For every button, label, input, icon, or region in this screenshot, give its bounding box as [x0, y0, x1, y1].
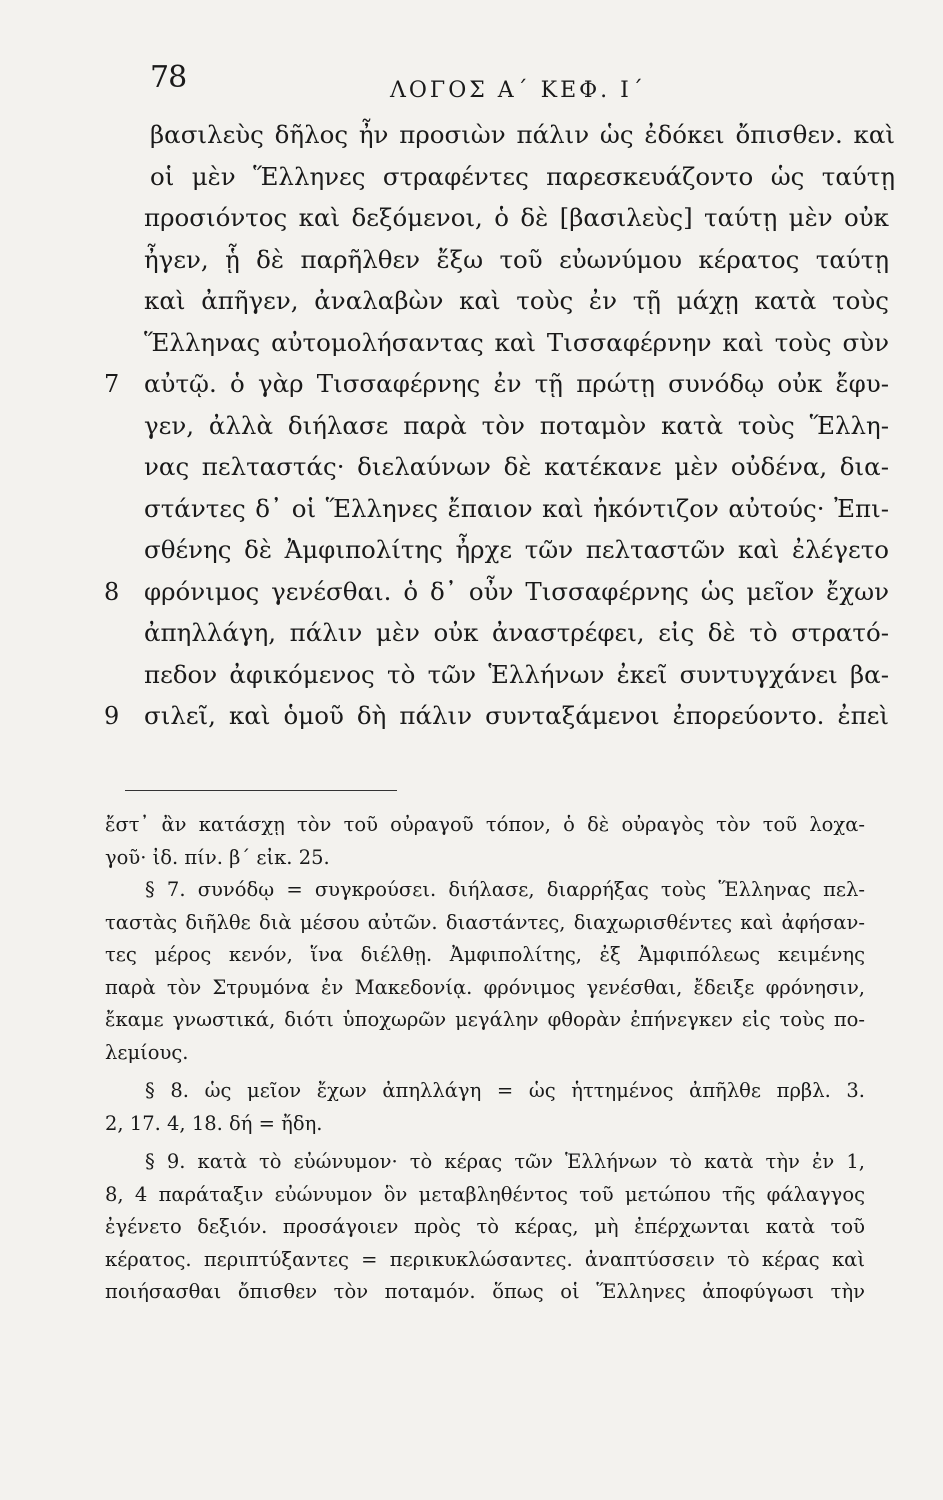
text-line: γεν, ἀλλὰ διήλασε παρὰ τὸν ποταμὸν κατὰ τοὺς Ἕλλη- — [144, 410, 889, 440]
note-line: ἐγένετο δεξιόν. προσάγοιεν πρὸς τὸ κέρας, μὴ ἐπέρχωνται κατὰ τοῦ — [105, 1215, 865, 1238]
text-line: αὐτῷ. ὁ γὰρ Τισσαφέρνης ἐν τῇ πρώτῃ συνόδῳ οὐκ ἔφυ- — [144, 369, 889, 398]
text-line: πεδον ἀφικόμενος τὸ τῶν Ἑλλήνων ἐκεῖ συντυγχάνει βα- — [144, 659, 889, 689]
text-line: βασιλεὺς δῆλος ἦν προσιὼν πάλιν ὡς ἐδόκει ὄπισθεν. καὶ — [150, 120, 895, 149]
text-line: καὶ ἀπῆγεν, ἀναλαβὼν καὶ τοὺς ἐν τῇ μάχῃ κατὰ τοὺς — [144, 286, 889, 315]
note-line: 8, 4 παράταξιν εὐώνυμον ὃν μεταβληθέντος τοῦ μετώπου τῆς φάλαγγος — [105, 1182, 865, 1206]
running-head: ΛΟΓΟΣ Α΄ ΚΕΦ. Ι΄ — [390, 78, 646, 103]
note-line: § 8. ὡς μεῖον ἔχων ἀπηλλάγη = ὡς ἡττημένος ἀπῆλθε πρβλ. 3. — [145, 1079, 865, 1102]
text-line: οἱ μὲν Ἕλληνες στραφέντες παρεσκευάζοντο ὡς ταύτῃ — [150, 161, 895, 191]
text-line: στάντες δ᾽ οἱ Ἕλληνες ἔπαιον καὶ ἠκόντιζον αὐτούς· Ἐπι- — [144, 493, 889, 523]
page-number: 78 — [150, 60, 187, 95]
note-line: ταστὰς διῆλθε διὰ μέσου αὐτῶν. διαστάντες, διαχωρισθέντες καὶ ἀφήσαν- — [105, 910, 865, 934]
text-line: σθένης δὲ Ἀμφιπολίτης ἦρχε τῶν πελταστῶν καὶ ἐλέγετο — [144, 535, 889, 564]
section-number: 7 — [104, 370, 120, 398]
note-line: 2, 17. 4, 18. δή = ἤδη. — [105, 1111, 323, 1135]
note-line: § 9. κατὰ τὸ εὐώνυμον· τὸ κέρας τῶν Ἑλλήνων τὸ κατὰ τὴν ἐν 1, — [145, 1150, 865, 1173]
note-line: κέρατος. περιπτύξαντες = περικυκλώσαντες. ἀναπτύσσειν τὸ κέρας καὶ — [105, 1247, 865, 1271]
section-number: 9 — [104, 702, 120, 730]
note-line: παρὰ τὸν Στρυμόνα ἐν Μακεδονίᾳ. φρόνιμος γενέσθαι, ἔδειξε φρόνησιν, — [105, 975, 865, 999]
note-line: τες μέρος κενόν, ἵνα διέλθῃ. Ἀμφιπολίτης, ἐξ Ἀμφιπόλεως κειμένης — [105, 943, 865, 966]
text-line: σιλεῖ, καὶ ὁμοῦ δὴ πάλιν συνταξάμενοι ἐπορεύοντο. ἐπεὶ — [144, 701, 889, 730]
note-line: ἔστ᾽ ἂν κατάσχῃ τὸν τοῦ οὐραγοῦ τόπον, ὁ δὲ οὐραγὸς τὸν τοῦ λοχα- — [105, 813, 865, 836]
text-line: νας πελταστάς· διελαύνων δὲ κατέκανε μὲν οὐδένα, δια- — [144, 452, 889, 481]
text-line: Ἕλληνας αὐτομολήσαντας καὶ Τισσαφέρνην καὶ τοὺς σὺν — [144, 327, 889, 357]
note-line: ἔκαμε γνωστικά, διότι ὑποχωρῶν μεγάλην φθορὰν ἐπήνεγκεν εἰς τοὺς πο- — [105, 1008, 865, 1031]
text-line: ἀπηλλάγη, πάλιν μὲν οὐκ ἀναστρέφει, εἰς δὲ τὸ στρατό- — [144, 618, 889, 647]
text-line: φρόνιμος γενέσθαι. ὁ δ᾽ οὖν Τισσαφέρνης ὡς μεῖον ἔχων — [144, 576, 889, 606]
note-line: λεμίους. — [105, 1040, 189, 1064]
footnote-rule — [125, 790, 397, 791]
note-line: ποιήσασθαι ὄπισθεν τὸν ποταμόν. ὅπως οἱ Ἕλληνες ἀποφύγωσι τὴν — [105, 1280, 865, 1303]
section-number: 8 — [104, 577, 120, 606]
note-line: § 7. συνόδῳ = συγκρούσει. διήλασε, διαρρήξας τοὺς Ἕλληνας πελ- — [145, 878, 865, 901]
text-line: προσιόντος καὶ δεξόμενοι, ὁ δὲ [βασιλεὺς] ταύτῃ μὲν οὐκ — [144, 203, 889, 232]
note-line: γοῦ· ἰδ. πίν. β΄ εἰκ. 25. — [105, 845, 330, 869]
text-line: ἦγεν, ᾗ δὲ παρῆλθεν ἔξω τοῦ εὐωνύμου κέρατος ταύτῃ — [144, 244, 889, 274]
